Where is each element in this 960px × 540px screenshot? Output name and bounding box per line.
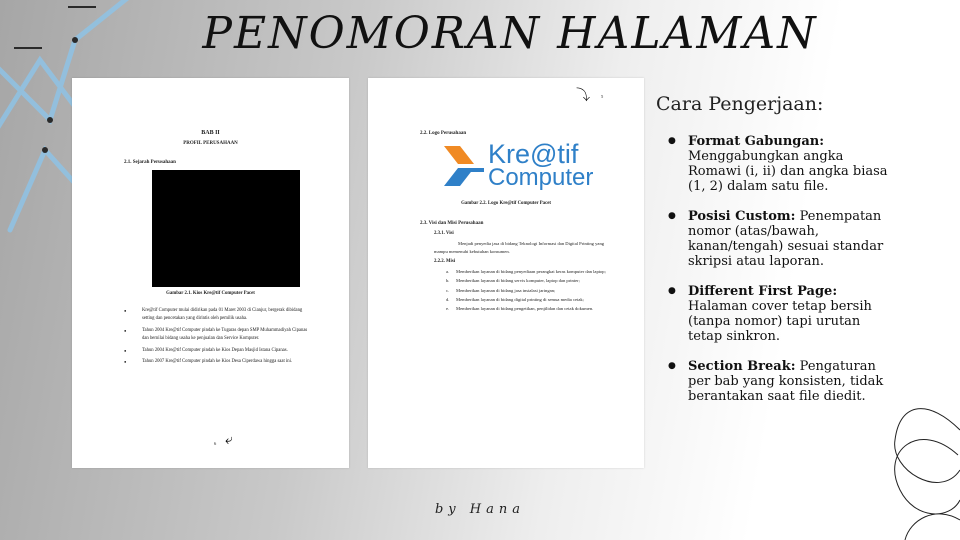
list-item: ● Section Break: Pengaturan per bab yang konsisten, tidak berantakan saat file diedit. — [668, 359, 898, 404]
subsection-heading: 2.2.2. Misi — [434, 259, 456, 264]
company-logo-icon — [444, 142, 484, 194]
list-item: b. Memberikan layanan di bidang servis komputer, laptop dan printer; — [446, 278, 580, 284]
instructions-list — [668, 134, 898, 419]
figure-caption: Gambar 2.1. Kios Kre@tif Computer Pacet — [166, 291, 255, 296]
list-item: ● Tahun 2007 Kre@tif Computer pindah ke Kios Desa Ciperdawa hingga saat ini. — [124, 358, 312, 366]
section-heading: 2.1. Sejarah Perusahaan — [124, 160, 176, 165]
chapter-title: BAB II — [201, 130, 220, 136]
document-page-1 — [72, 78, 349, 468]
figure-caption: Gambar 2.2. Logo Kre@tif Computer Pacet — [461, 201, 551, 206]
list-item: d. Memberikan layanan di bidang digital printing di semua media cetak; — [446, 296, 584, 302]
subsection-heading: 2.3.1. Visi — [434, 231, 454, 236]
arrow-pointer-icon: ⤶ — [225, 432, 233, 448]
logo-text: Kre@tif — [488, 139, 579, 169]
author-byline: by Hana — [434, 502, 525, 517]
list-item: ● Tahun 2004 Kre@tif Computer pindah ke Tugaras depan SMP Muhammadiyah Cipanas dan bernilai bidang usaha ke penjualan dan Service Komputer. — [124, 327, 312, 344]
list-item: ● Posisi Custom: Penempatan nomor (atas/bawah, kanan/tengah) sesuai standar skripsi atau laporan. — [668, 209, 898, 269]
list-item: ● Tahun 2004 Kre@tif Computer pindah ke Kios Depan Masjid Istana Cipanas. — [124, 347, 312, 355]
section-heading: 2.3. Visi dan Misi Perusahaan — [420, 221, 484, 226]
list-item: a. Memberikan layanan di bidang penyediaan perangkat keras komputer dan laptop; — [446, 269, 606, 274]
page-number: 6 — [214, 441, 217, 446]
page-number: 5 — [601, 94, 604, 99]
chapter-subtitle: PROFIL PERUSAHAAN — [183, 141, 238, 146]
list-item: ● Kre@tif Computer mulai didirikan pada 01 Maret 2003 di Cianjur, bergerak dibidang setting dan pencetakan yang dirintis oleh pemilik usaha. — [124, 307, 312, 324]
list-item: c. Memberikan layanan di bidang jasa instalasi jaringan; — [446, 287, 556, 293]
list-item: ● Different First Page: Halaman cover tetap bersih (tanpa nomor) tapi urutan tetap sinkron. — [668, 284, 898, 344]
redacted-photo — [152, 170, 300, 287]
list-item: ● Format Gabungan: Menggabungkan angka Romawi (i, ii) dan angka biasa (1, 2) dalam satu file. — [668, 134, 898, 194]
list-item: e. Memberikan layanan di bidang pengetikan, penjilidan dan cetak dokumen. — [446, 306, 594, 312]
slide-title: PENOMORAN HALAMAN — [202, 8, 818, 59]
section-heading: 2.2. Logo Perusahaan — [420, 131, 467, 136]
history-list — [124, 307, 312, 369]
visi-text: Menjadi penyedia jasa di bidang Teknologi Informasi dan Digital Printing yang mampu memenuhi kebutuhan konsumen. — [434, 241, 605, 255]
instructions-heading: Cara Pengerjaan: — [656, 93, 824, 115]
logo-text: Computer — [488, 164, 594, 191]
arrow-pointer-icon: ⤵ — [576, 88, 590, 104]
document-page-2 — [368, 78, 644, 468]
misi-list — [446, 268, 616, 314]
